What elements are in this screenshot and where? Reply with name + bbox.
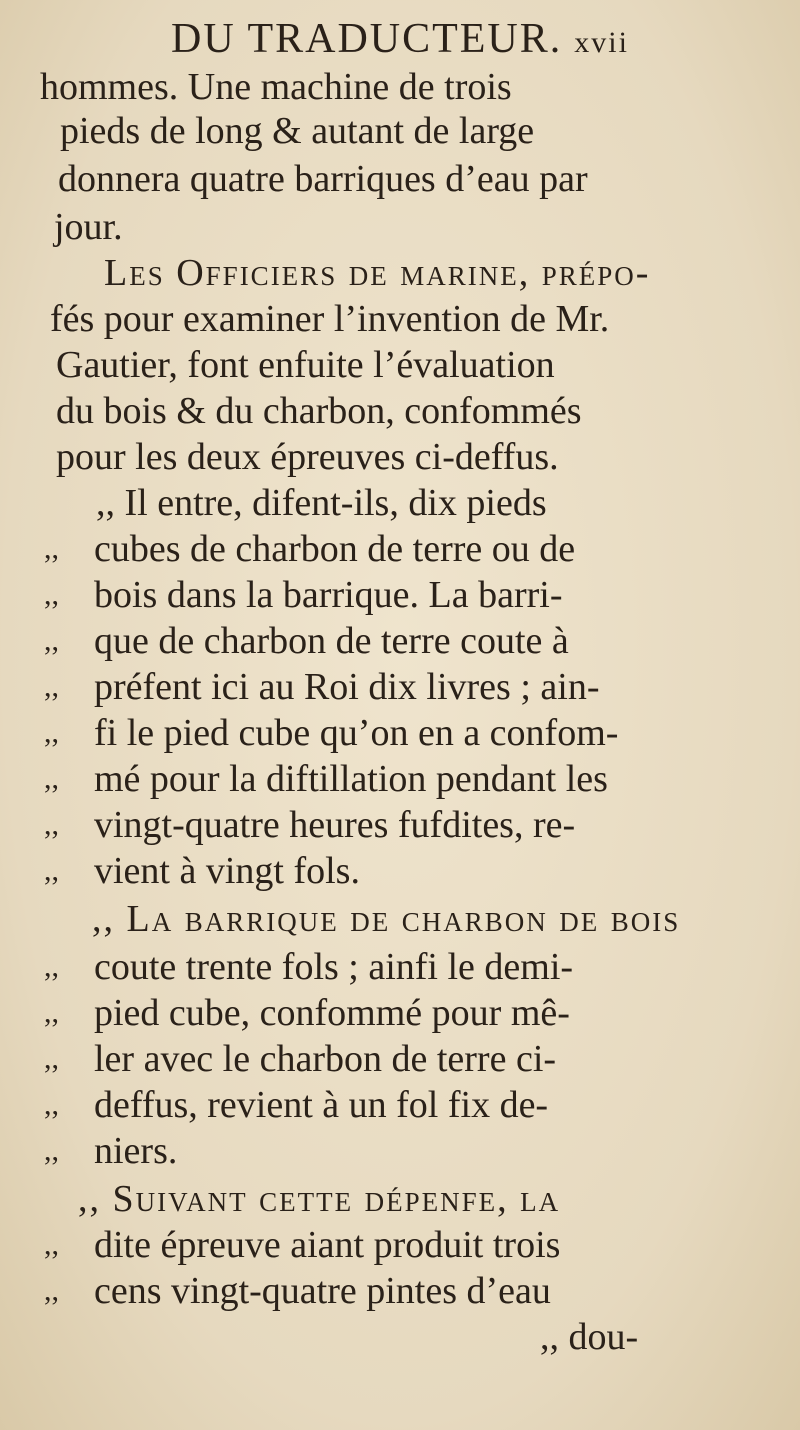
catchword: ,, dou- [540, 1316, 639, 1358]
running-head-title: DU TRADUCTEUR. [171, 16, 563, 62]
quote-mark: ,, [44, 1274, 59, 1307]
text-line: fi le pied cube qu’on en a confom- [94, 712, 619, 754]
text-line: vingt-quatre heures fufdites, re- [94, 804, 576, 846]
quote-mark: ,, [44, 996, 59, 1029]
text-line: vient à vingt fols. [94, 850, 360, 892]
quote-mark: ,, [44, 950, 59, 983]
quote-mark: ,, [44, 716, 59, 749]
folio-number: xvii [574, 26, 629, 59]
text-line: ,, Suivant cette dépenfe, la [78, 1178, 561, 1220]
text-line: bois dans la barrique. La barri- [94, 574, 563, 616]
quote-mark: ,, [44, 624, 59, 657]
text-line: jour. [54, 206, 123, 248]
quote-mark: ,, [44, 854, 59, 887]
text-line: cubes de charbon de terre ou de [94, 528, 576, 570]
quote-mark: ,, [44, 670, 59, 703]
text-line: pied cube, confommé pour mê- [94, 992, 570, 1034]
quote-mark: ,, [44, 762, 59, 795]
quote-mark: ,, [44, 578, 59, 611]
text-line: coute trente fols ; ainfi le demi- [94, 946, 574, 988]
quote-mark: ,, [44, 1228, 59, 1261]
text-line: donnera quatre barriques d’eau par [58, 158, 588, 200]
text-line: pour les deux épreuves ci-deffus. [56, 436, 559, 478]
text-line: ler avec le charbon de terre ci- [94, 1038, 557, 1080]
quote-mark: ,, [44, 532, 59, 565]
text-line: fés pour examiner l’invention de Mr. [50, 298, 610, 340]
text-line: préfent ici au Roi dix livres ; ain- [94, 666, 600, 708]
quote-mark: ,, [44, 1042, 59, 1075]
text-line: dite épreuve aiant produit trois [94, 1224, 561, 1266]
running-header [0, 14, 800, 68]
text-line: cens vingt-quatre pintes d’eau [94, 1270, 551, 1312]
text-line: hommes. Une machine de trois [40, 66, 512, 108]
text-line: du bois & du charbon, confommés [56, 390, 582, 432]
text-line: deffus, revient à un fol fix de- [94, 1084, 549, 1126]
text-line: ,, Il entre, difent-ils, dix pieds [96, 482, 547, 524]
text-line: que de charbon de terre coute à [94, 620, 569, 662]
text-line: Les Officiers de marine, prépo- [104, 252, 651, 294]
text-line: niers. [94, 1130, 178, 1172]
text-line: mé pour la diftillation pendant les [94, 758, 608, 800]
text-line: Gautier, font enfuite l’évaluation [56, 344, 555, 386]
text-line: ,, La barrique de charbon de bois [92, 898, 681, 940]
quote-mark: ,, [44, 808, 59, 841]
quote-mark: ,, [44, 1134, 59, 1167]
text-line: pieds de long & autant de large [60, 110, 535, 152]
quote-mark: ,, [44, 1088, 59, 1121]
